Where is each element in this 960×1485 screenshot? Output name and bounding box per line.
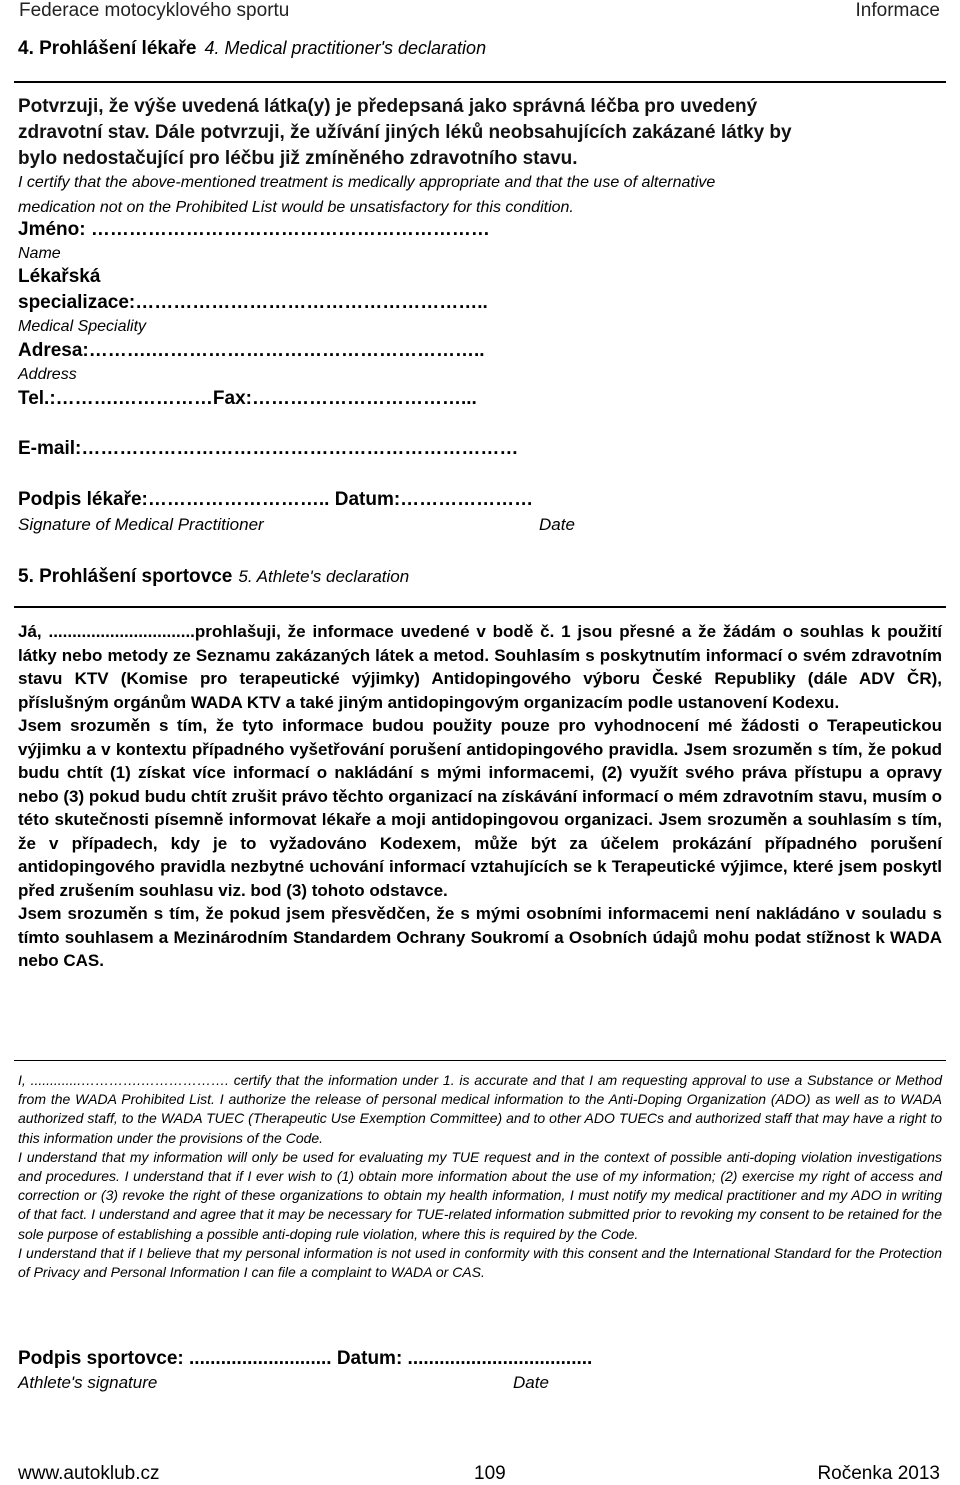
section4-subtitle: 4. Medical practitioner's declaration — [204, 38, 487, 58]
section4-heading — [18, 38, 942, 60]
physician-statement-cz: Potvrzuji, že výše uvedená látka(y) je předepsaná jako správná léčba pro uvedený zdravotní stav. Dále potvrzuji, že užívání jiných léků neobsahujících zakázané látky by bylo nedostačující pro léčbu již zmíněného zdravotního stavu. — [18, 96, 792, 169]
divider — [14, 606, 946, 608]
paragraph: Jsem srozuměn s tím, že pokud jsem přesvědčen, že s mými osobními informacemi není nakládáno v souladu s tímto souhlasem a Mezinárodním Standardem Ochrany Soukromí a Osobních údajů mohu podat stížnost k WADA nebo CAS. — [18, 904, 942, 970]
name-caption: Name — [18, 245, 61, 262]
athlete-date-caption: Date — [513, 1373, 549, 1392]
email-field[interactable]: E-mail:…………………………………………………………… — [18, 438, 519, 459]
signature-caption: Signature of Medical Practitioner — [18, 515, 264, 534]
divider — [14, 81, 946, 83]
section5-heading — [18, 566, 942, 588]
address-field[interactable]: Adresa:……….…………………………………………….. — [18, 340, 485, 361]
header-left: Federace motocyklového sportu — [19, 0, 290, 21]
physician-statement-en: I certify that the above-mentioned treatment is medically appropriate and that the use of alternative medication not on the Prohibited List would be unsatisfactory for this condition. — [18, 174, 716, 216]
paragraph: I understand that if I believe that my personal information is not used in conformity with this consent and the International Standard for the Protection of Privacy and Personal Information I can file a complaint to WADA or CAS. — [18, 1244, 942, 1281]
name-field[interactable]: Jméno: ……………………………………………………… — [18, 219, 490, 240]
speciality-label: Lékařská — [18, 266, 101, 287]
section5-title: 5. Prohlášení sportovce — [18, 566, 233, 587]
paragraph: Já, ...............................prohlašuji, že informace uvedené v bodě č. 1 jsou přesné a že žádám o souhlas k použití látky nebo metody ze Seznamu zakázaných látek a metod. Souhlasím s poskytnutím informací o svém zdravotním stavu KTV (Komise pro terapeutické výjimky) Antidopingového výboru České Republiky (dále ADV ČR), příslušným orgánům WADA KTV a také jiným antidopingovým organizacím podle ustanovení Kodexu. — [18, 622, 942, 712]
physician-signature-field[interactable]: Podpis lékaře:……………………….. Datum:………………… — [18, 489, 534, 510]
divider — [14, 1060, 946, 1061]
tel-fax-field[interactable]: Tel.:……….……………Fax:……………………………... — [18, 388, 477, 409]
date-caption: Date — [539, 515, 575, 534]
speciality-field[interactable]: specializace:……………………………………………….. — [18, 292, 488, 313]
athlete-signature-caption: Athlete's signature — [18, 1373, 158, 1392]
speciality-caption: Medical Speciality — [18, 318, 147, 335]
footer-yearbook: Ročenka 2013 — [817, 1463, 940, 1484]
paragraph: I understand that my information will only be used for evaluating my TUE request and in the context of possible anti-doping violation investigations and procedures. I understand that if I ever wish to (1) obtain more information about the use of my information; (2) exercise my right of access and correction or (3) revoke the right of these organizations to obtain my health information, I must notify my medical practitioner and my ADO in writing of that fact. I understand and agree that it may be necessary for TUE-related information submitted prior to revoking my consent to be retained for the sole purpose of establishing a possible anti-doping rule violation, where this is required by the Code. — [18, 1148, 942, 1242]
footer-page-number: 109 — [474, 1463, 506, 1484]
athlete-declaration-cz — [18, 620, 942, 973]
footer-website: www.autoklub.cz — [18, 1463, 160, 1484]
header-right: Informace — [855, 0, 940, 21]
section5-subtitle: 5. Athlete's declaration — [238, 567, 410, 586]
paragraph: I, .............………….………………. certify that the information under 1. is accurate and that I am requesting approval to use a Substance or Method from the WADA Prohibited List. I authorize the release of personal medical information to the Anti-Doping Organization (ADO) as well as to WADA authorized staff, to the WADA TUEC (Therapeutic Use Exemption Committee) and to other ADO TUECs and authorized staff that may have a right to this information under the provisions of the Code. — [18, 1072, 942, 1146]
athlete-signature-field[interactable]: Podpis sportovce: ........................... Datum: ................................... — [18, 1348, 593, 1369]
section4-title: 4. Prohlášení lékaře — [18, 38, 197, 59]
page-header — [0, 0, 960, 24]
address-caption: Address — [18, 366, 77, 383]
paragraph: Jsem srozuměn s tím, že tyto informace budou použity pouze pro vyhodnocení mé žádosti o Terapeutickou výjimku a v kontextu případného vyšetřování porušení antidopingového pravidla. Jsem srozuměn s tím, že pokud budu chtít (1) získat více informací o nakládání s mými informacemi, (2) využít svého práva přístupu a opravy nebo (3) pokud budu chtít zrušit právo těchto organizací na získávání informací o mém zdravotním stavu, musím o této skutečnosti písemně informovat lékaře a moji antidopingovou organizaci. Jsem srozuměn a souhlasím s tím, že v případech, kdy je to vyžadováno Kodexem, může být za účelem prokázání případného porušení antidopingového pravidla nezbytné uchování informací vztahujících se k Terapeutické výjimce, které jsem poskytl před zrušením souhlasu viz. bod (3) tohoto odstavce. — [18, 716, 942, 900]
athlete-declaration-en — [18, 1071, 942, 1282]
